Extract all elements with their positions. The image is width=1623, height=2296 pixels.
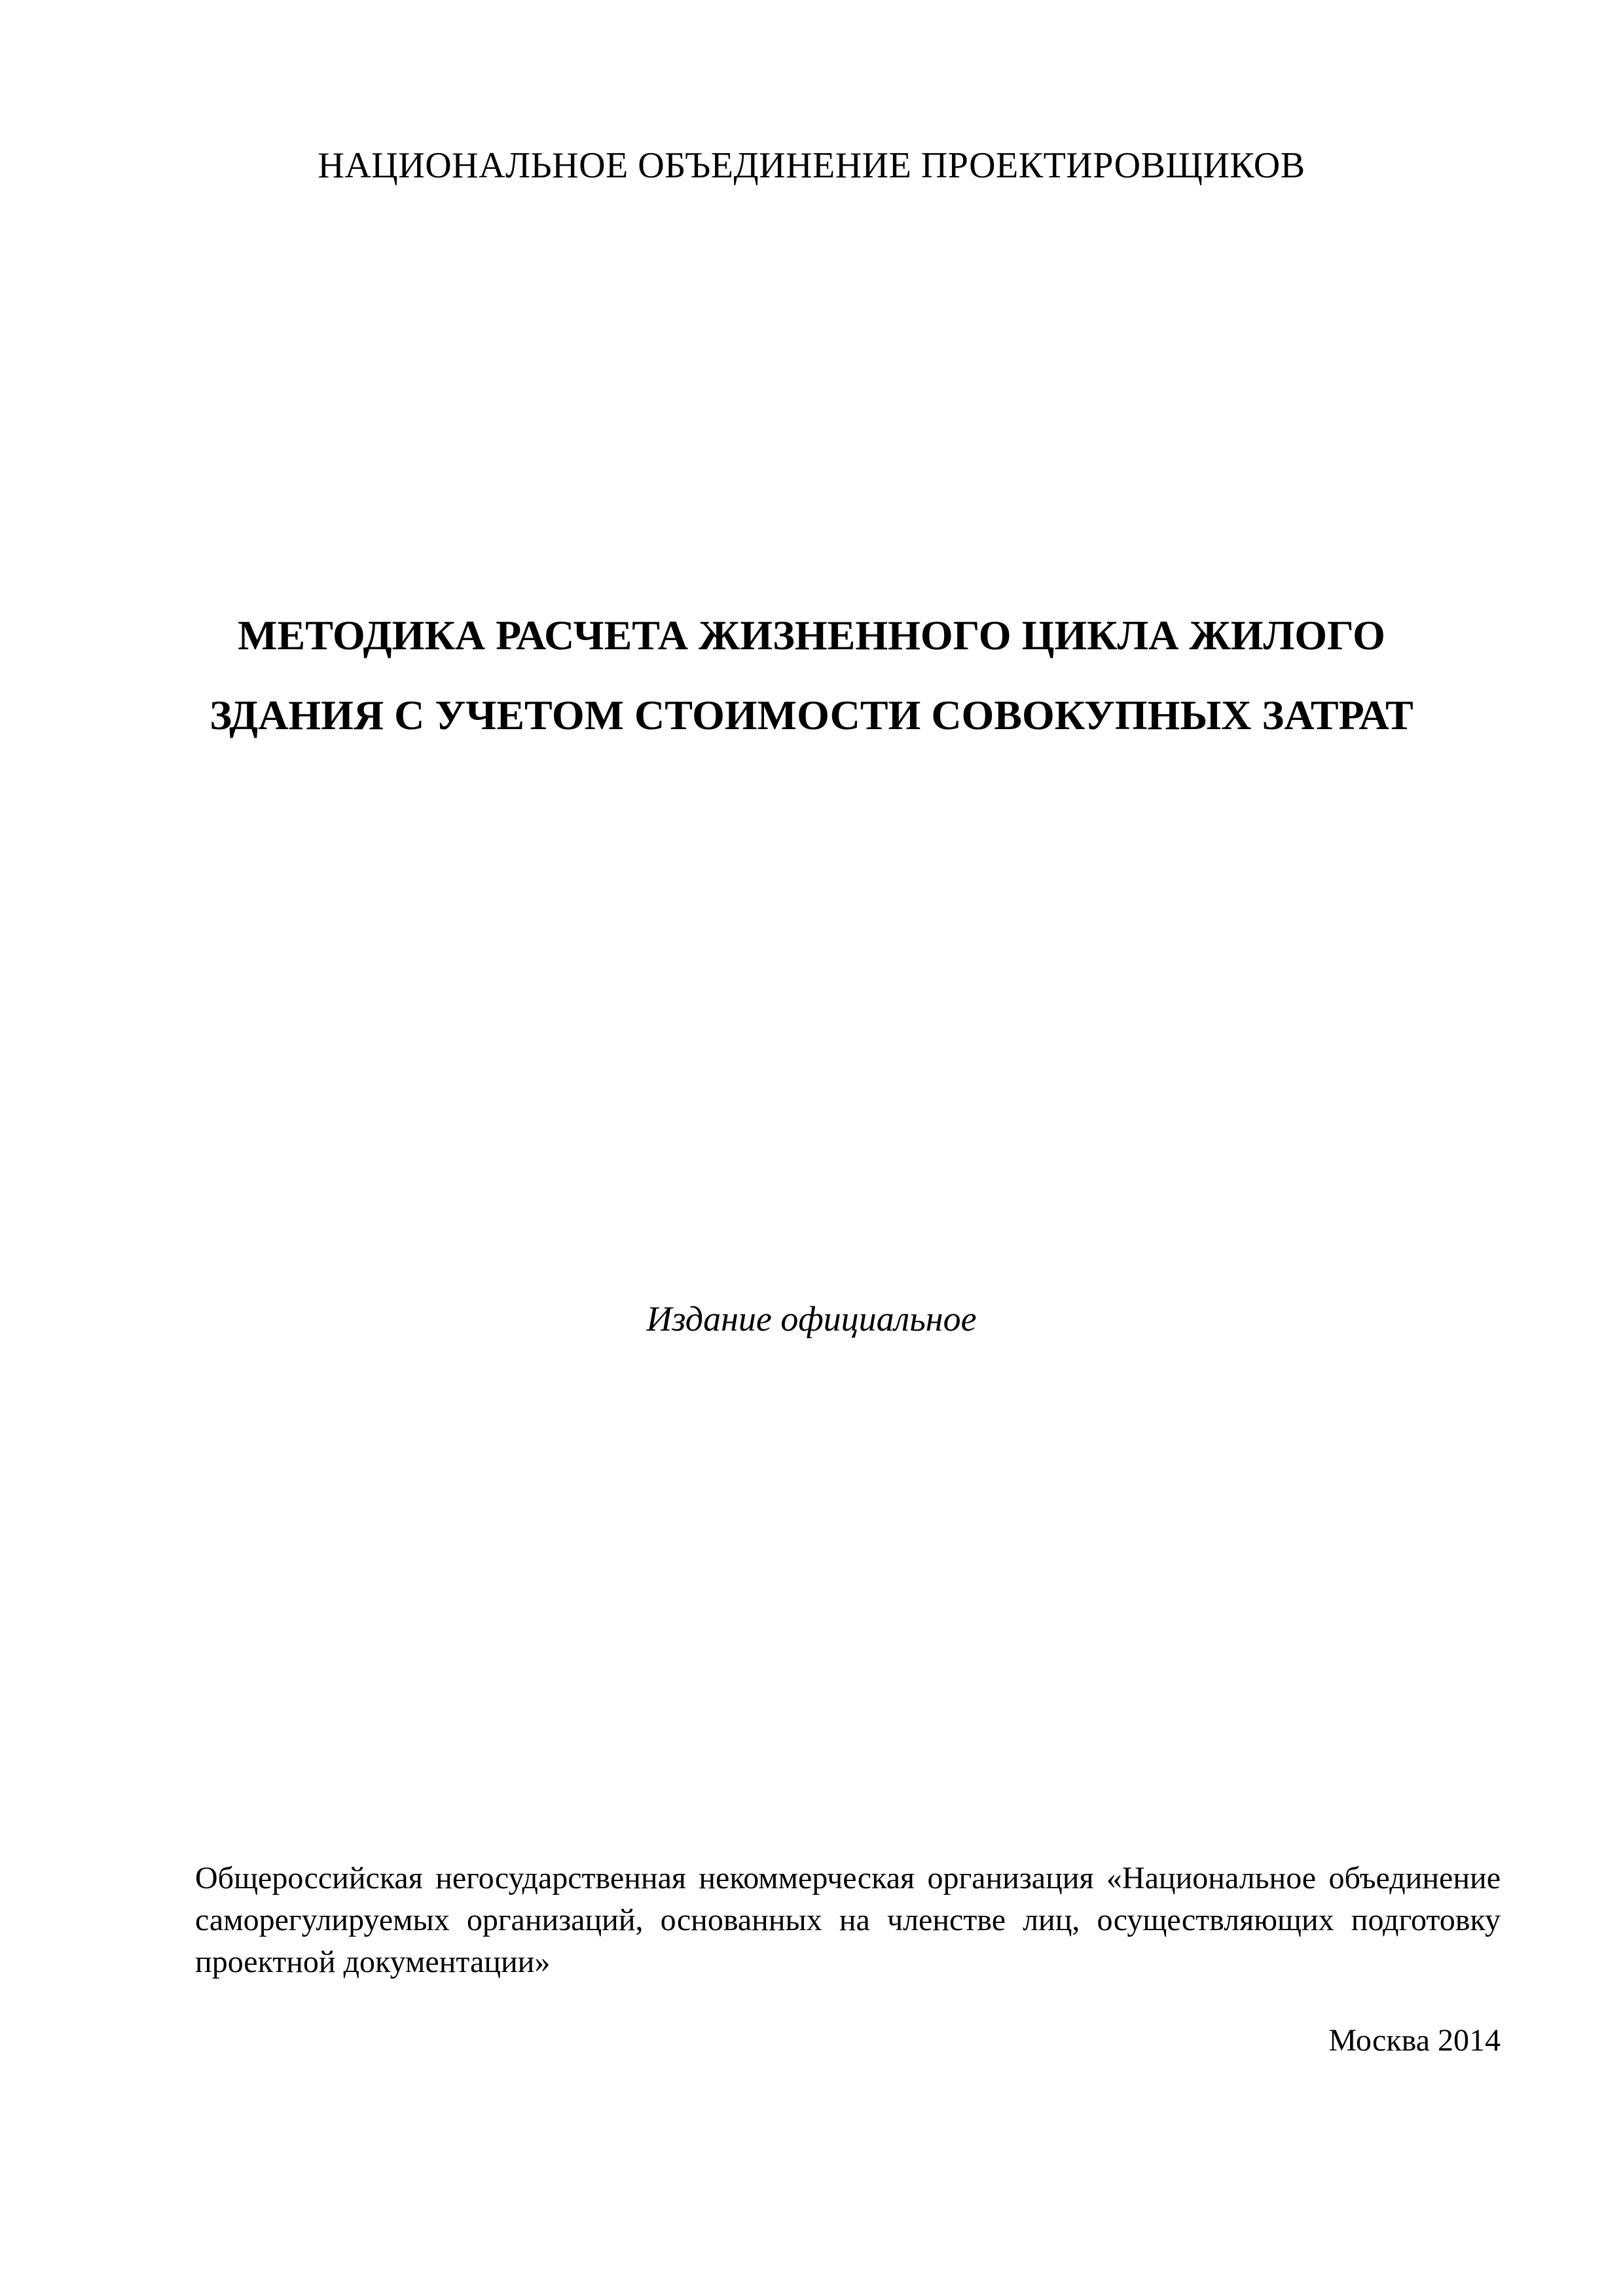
document-title — [196, 596, 1427, 755]
document-title-line-2: ЗДАНИЯ С УЧЕТОМ СТОИМОСТИ СОВОКУПНЫХ ЗАТРАТ — [210, 692, 1413, 738]
organization-header: НАЦИОНАЛЬНОЕ ОБЪЕДИНЕНИЕ ПРОЕКТИРОВЩИКОВ — [318, 145, 1305, 186]
publisher-paragraph: Общероссийская негосударственная некоммерческая организация «Национальное объединение саморегулируемых организаций, основанных на членстве лиц, осуществляющих подготовку проектной документации» — [195, 1861, 1501, 1979]
city-year: Москва 2014 — [1328, 2023, 1501, 2058]
edition-label: Издание официальное — [646, 1299, 977, 1338]
document-title-line-1: МЕТОДИКА РАСЧЕТА ЖИЗНЕННОГО ЦИКЛА ЖИЛОГО — [238, 612, 1385, 658]
